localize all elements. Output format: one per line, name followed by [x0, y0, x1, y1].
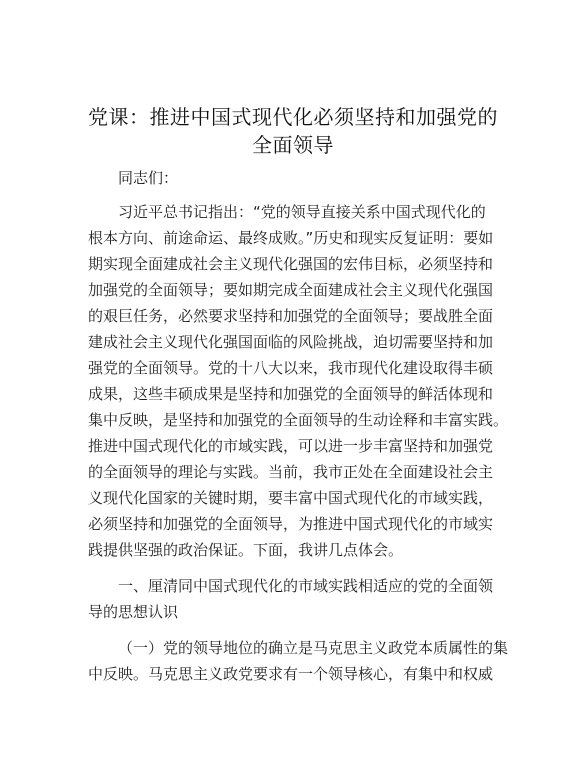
section-heading-line: 一、厘清同中国式现代化的市域实践相适应的党的全面领: [118, 577, 494, 595]
paragraph-line: 习近平总书记指出：“党的领导直接关系中国式现代化的: [118, 203, 486, 221]
paragraph-line: 义现代化国家的关键时期，要丰富中国式现代化的市域实践，: [88, 489, 494, 507]
section-heading-line: 导的思想认识: [88, 603, 179, 621]
paragraph-line: 必须坚持和加强党的全面领导，为推进中国式现代化的市域实: [88, 515, 494, 533]
document-title-line-2: 全面领导: [252, 133, 334, 157]
paragraph-line: 践提供坚强的政治保证。下面，我讲几点体会。: [88, 541, 404, 559]
paragraph-line: 根本方向、前途命运、最终成败。”历史和现实反复证明：要如: [88, 229, 494, 247]
paragraph-line: 强党的全面领导。党的十八大以来，我市现代化建设取得丰硕: [88, 359, 494, 377]
paragraph-line: 的艰巨任务，必然要求坚持和加强党的全面领导；要战胜全面: [88, 307, 494, 325]
paragraph-line: 加强党的全面领导；要如期完成全面建成社会主义现代化强国: [88, 281, 494, 299]
document-title-line-1: 党课：推进中国式现代化必须坚持和加强党的: [88, 105, 498, 129]
paragraph-line: 中反映。马克思主义政党要求有一个领导核心，有集中和权威: [88, 665, 494, 683]
paragraph-line: 成果，这些丰硕成果是坚持和加强党的全面领导的鲜活体现和: [88, 385, 494, 403]
paragraph-line: 集中反映，是坚持和加强党的全面领导的生动诠释和丰富实践。: [88, 411, 509, 429]
paragraph-line: 期实现全面建成社会主义现代化强国的宏伟目标，必须坚持和: [88, 255, 494, 273]
salutation: 同志们：: [118, 169, 179, 187]
paragraph-line: （一）党的领导地位的确立是马克思主义政党本质属性的集: [118, 639, 509, 657]
paragraph-line: 的全面领导的理论与实践。当前，我市正处在全面建设社会主: [88, 463, 494, 481]
paragraph-line: 建成社会主义现代化强国面临的风险挑战，迫切需要坚持和加: [88, 333, 494, 351]
paragraph-line: 推进中国式现代化的市域实践，可以进一步丰富坚持和加强党: [88, 437, 494, 455]
